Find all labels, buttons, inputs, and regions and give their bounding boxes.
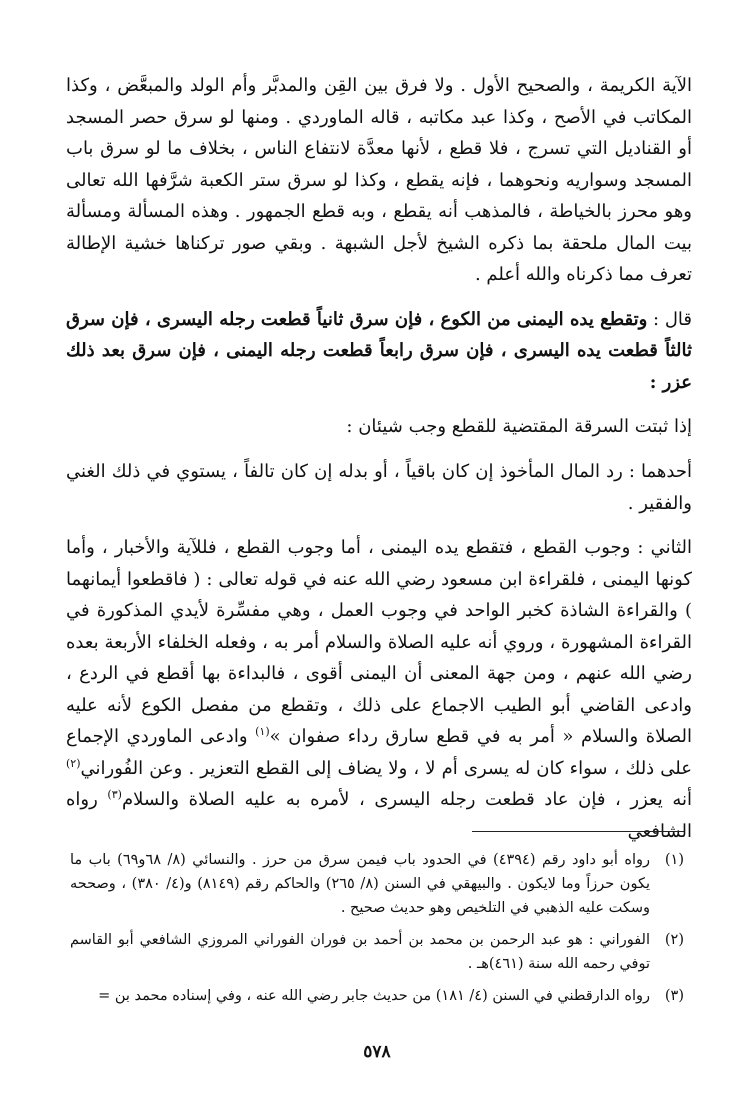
footnote-divider bbox=[472, 831, 684, 832]
paragraph-4-text: أحدهما : رد المال المأخوذ إن كان باقياً ، أو بدله إن كان تالفاً ، يستوي في ذلك الغني والفقير . bbox=[66, 461, 692, 514]
paragraph-1 bbox=[66, 70, 692, 291]
paragraph-2-prefix: قال : bbox=[647, 308, 692, 330]
paragraph-2 bbox=[66, 304, 692, 399]
matn-text: وتقطع يده اليمنى من الكوع ، فإن سرق ثانياً قطعت رجله اليسرى ، فإن سرق ثالثاً قطعت يده اليسرى ، فإن سرق رابعاً قطعت رجله اليمنى ، فإن سرق بعد ذلك عزر : bbox=[66, 308, 693, 393]
footnote-text: رواه أبو داود رقم (٤٣٩٤) في الحدود باب فيمن سرق من حرز . والنسائي (٨/ ٦٨و٦٩) باب ما يكون حرزاً وما لايكون . والبيهقي في السنن (٨/ ٢٦٥) والحاكم رقم (٨١٤٩) و(٤/ ٣٨٠) ، وصححه وسكت عليه الذهبي في التلخيص وهو حديث صحيح . bbox=[70, 852, 650, 916]
footnote-3 bbox=[70, 984, 684, 1008]
paragraph-5 bbox=[66, 532, 692, 847]
paragraph-5-text-4: رواه الشافعي bbox=[66, 789, 692, 842]
footnote-ref-3: (٣) bbox=[107, 788, 122, 801]
paragraph-3-text: إذا ثبتت السرقة المقتضية للقطع وجب شيئان : bbox=[346, 416, 692, 437]
footnote-number: (٢) bbox=[664, 932, 684, 948]
footnotes bbox=[70, 848, 684, 1016]
footnote-text: رواه الدارقطني في السنن (٤/ ١٨١) من حديث جابر رضي الله عنه ، وفي إسناده محمد بن = bbox=[98, 988, 650, 1004]
footnote-number: (٣) bbox=[664, 988, 684, 1004]
paragraph-5-text-2: وادعى الماوردي الإجماع على ذلك ، سواء كان له يسرى أم لا ، ولا يضاف إلى القطع التعزير . وعن الفُوراني bbox=[66, 726, 692, 779]
paragraph-1-text: الآية الكريمة ، والصحيح الأول . ولا فرق بين القِن والمدبَّر وأم الولد والمبعَّض ، وكذا المكاتب في الأصح ، وكذا عبد مكاتبه ، قاله الماوردي . ومنها لو سرق حصر المسجد أو القناديل التي تسرج ، فلا قطع ، لأنها معدَّة لانتفاع الناس ، بخلاف ما لو سرق باب المسجد وسواريه ونحوهما ، فإنه يقطع ، وكذا لو سرق ستر الكعبة شرَّفها الله تعالى وهو محرز بالخياطة ، فالمذهب أنه يقطع ، وبه قطع الجمهور . وهذه المسألة ومسألة بيت المال ملحقة بما ذكره الشيخ لأجل الشبهة . وبقي صور تركناها خشية الإطالة تعرف مما ذكرناه والله أعلم . bbox=[66, 75, 692, 285]
paragraph-3 bbox=[66, 411, 692, 443]
paragraph-4 bbox=[66, 456, 692, 519]
footnote-ref-1: (١) bbox=[255, 725, 270, 738]
footnote-2 bbox=[70, 928, 684, 976]
page-number: ٥٧٨ bbox=[363, 1042, 391, 1062]
footnote-number: (١) bbox=[664, 852, 684, 868]
footnote-ref-2: (٢) bbox=[66, 756, 81, 770]
paragraph-5-text-3: أنه يعزر ، فإن عاد قطعت رجله اليسرى ، لأمره به عليه الصلاة والسلام bbox=[121, 789, 693, 810]
footnote-1 bbox=[70, 848, 684, 920]
main-text bbox=[66, 70, 692, 847]
footnote-text: الفوراني : هو عبد الرحمن بن محمد بن أحمد بن فوران الفوراني المروزي الشافعي أبو القاسم توفي رحمه الله سنة (٤٦١)هـ . bbox=[70, 932, 650, 972]
paragraph-5-text: الثاني : وجوب القطع ، فتقطع يده اليمنى ، أما وجوب القطع ، فللآية والأخبار ، وأما كونها اليمنى ، فلقراءة ابن مسعود رضي الله عنه في قوله تعالى : ( فاقطعوا أيمانهما ) والقراءة الشاذة كخبر الواحد في وجوب العمل ، وهي مفسِّرة لأيدي المذكورة في القراءة المشهورة ، وروي أنه عليه الصلاة والسلام أمر به ، وفعله الخلفاء الأربعة بعده رضي الله عنهم ، ومن جهة المعنى أن اليمنى أقوى ، فالبداءة بها أقطع في الردع ، وادعى القاضي أبو الطيب الاجماع على ذلك ، وتقطع من مفصل الكوع لأنه عليه الصلاة والسلام « أمر به في قطع سارق رداء صفوان » bbox=[66, 537, 692, 747]
